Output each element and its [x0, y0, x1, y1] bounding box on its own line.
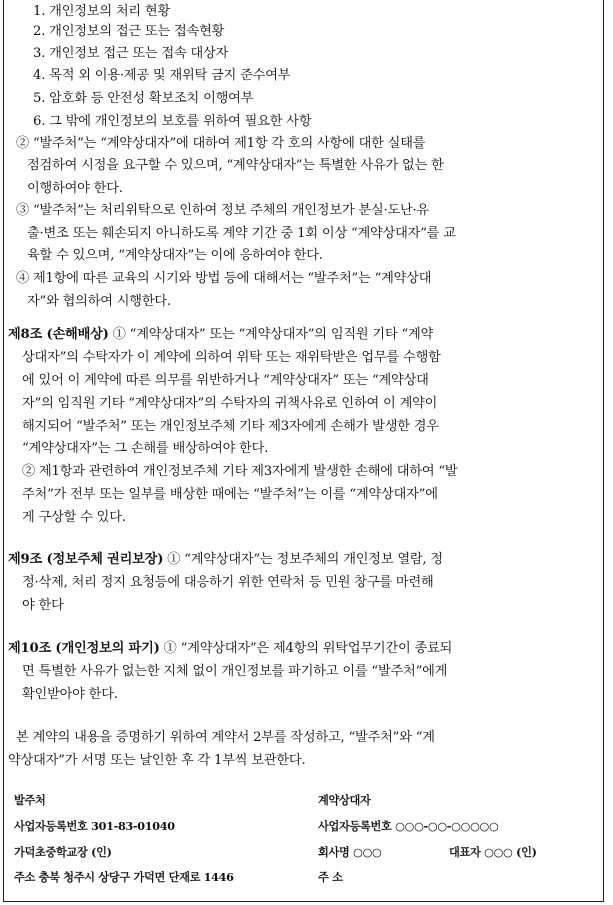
list-item: 5. 암호화 등 안전성 확보조치 이행여부 — [33, 91, 254, 106]
paragraph-line: 자”와 협의하여 시행한다. — [27, 294, 171, 309]
article-10-heading: 제10조 (개인정보의 파기) — [8, 641, 160, 656]
paragraph-line: 해지되어 “발주처” 또는 개인정보주체 기타 제3자에게 손해가 발생한 경우 — [22, 419, 439, 434]
article-8-clause-1-start: ① “계약상대자” 또는 “계약상대자”의 임직원 기타 “계약 — [112, 327, 434, 342]
paragraph-line: 야 한다 — [22, 598, 64, 613]
list-item: 4. 목적 외 이용·제공 및 재위탁 금지 준수여부 — [33, 68, 291, 83]
contractor-address: 주 소 — [318, 870, 343, 884]
article-10-clause-1-start: ① “계약상대자”은 제4항의 위탁업무기간이 종료되 — [163, 641, 453, 656]
closing-line: 본 계약의 내용을 증명하기 위하여 계약서 2부를 작성하고, “발주처”와 “계 — [16, 730, 435, 745]
paragraph-line: 게 구상할 수 있다. — [22, 510, 126, 525]
article-8-first-line — [8, 327, 433, 343]
paragraph-line: 출·변조 또는 훼손되지 아니하도록 계약 기간 중 1회 이상 “계약상대자”를 교 — [27, 226, 456, 241]
client-representative: 가덕초중학교장 (인) — [14, 845, 112, 859]
paragraph-line: 자”의 임직원 기타 “계약상대자”의 수탁자의 귀책사유로 인하여 이 계약이 — [22, 396, 438, 411]
paragraph-line: “계약상대자”는 그 손해를 배상하여야 한다. — [22, 441, 269, 456]
contractor-registration-number: 사업자등록번호 ○○○-○○-○○○○○ — [318, 819, 499, 833]
contractor-title: 계약상대자 — [318, 793, 371, 807]
article-10-first-line — [8, 641, 452, 657]
paragraph-line: 이행하여야 한다. — [27, 181, 123, 196]
paragraph-line: 정·삭제, 처리 정지 요청등에 대응하기 위한 연락처 등 민원 창구를 마련해 — [22, 575, 434, 590]
article-9-heading: 제9조 (정보주체 권리보장) — [8, 552, 164, 567]
paragraph-line: 점검하여 시정을 요구할 수 있으며, “계약상대자”는 특별한 사유가 없는 한 — [27, 158, 444, 173]
paragraph-line: 확인받아야 한다. — [22, 687, 118, 702]
paragraph-line: 주처”가 전부 또는 일부를 배상한 때에는 “발주처”는 이를 “계약상대자”에 — [22, 487, 438, 502]
paragraph-line: ③ “발주처”는 처리위탁으로 인하여 정보 주체의 개인정보가 분실·도난·유 — [16, 203, 430, 218]
paragraph-line: ④ 제1항에 따른 교육의 시기와 방법 등에 대해서는 “발주처”는 “계약상대 — [16, 271, 432, 286]
client-registration-number: 사업자등록번호 301-83-01040 — [14, 819, 175, 833]
article-9-first-line — [8, 552, 443, 568]
article-8-heading: 제8조 (손해배상) — [8, 327, 109, 342]
paragraph-line: 육할 수 있으며, “계약상대자”는 이에 응하여야 한다. — [27, 248, 323, 263]
paragraph-line: 에 있어 이 계약에 따른 의무를 위반하거나 “계약상대자” 또는 “계약상대 — [22, 373, 429, 388]
list-item: 3. 개인정보 접근 또는 접속 대상자 — [33, 46, 229, 61]
client-address: 주소 충북 청주시 상당구 가덕면 단재로 1446 — [14, 870, 234, 884]
closing-line: 약상대자”가 서명 또는 날인한 후 각 1부씩 보관한다. — [8, 753, 306, 768]
list-item: 2. 개인정보의 접근 또는 접속현황 — [33, 24, 225, 39]
paragraph-line: ② “발주처”는 “계약상대자”에 대하여 제1항 각 호의 사항에 대한 실태를 — [16, 136, 426, 151]
contractor-ceo: 대표자 ○○○ (인) — [449, 845, 537, 859]
article-9-clause-1-start: ① “계약상대자”는 정보주체의 개인정보 열람, 정 — [167, 552, 443, 567]
paragraph-line: 상대자”의 수탁자가 이 계약에 의하여 위탁 또는 재위탁받은 업무를 수행함 — [22, 350, 441, 365]
paragraph-line: ② 제1항과 관련하여 개인정보주체 기타 제3자에게 발생한 손해에 대하여 “발 — [22, 464, 458, 479]
contractor-company: 회사명 ○○○ — [318, 845, 382, 859]
paragraph-line: 면 특별한 사유가 없는한 지체 없이 개인정보를 파기하고 이를 “발주처”에게 — [22, 664, 448, 679]
client-title: 발주처 — [14, 793, 46, 807]
list-item: 6. 그 밖에 개인정보의 보호를 위하여 필요한 사항 — [33, 114, 312, 129]
list-item: 1. 개인정보의 처리 현황 — [33, 4, 171, 19]
